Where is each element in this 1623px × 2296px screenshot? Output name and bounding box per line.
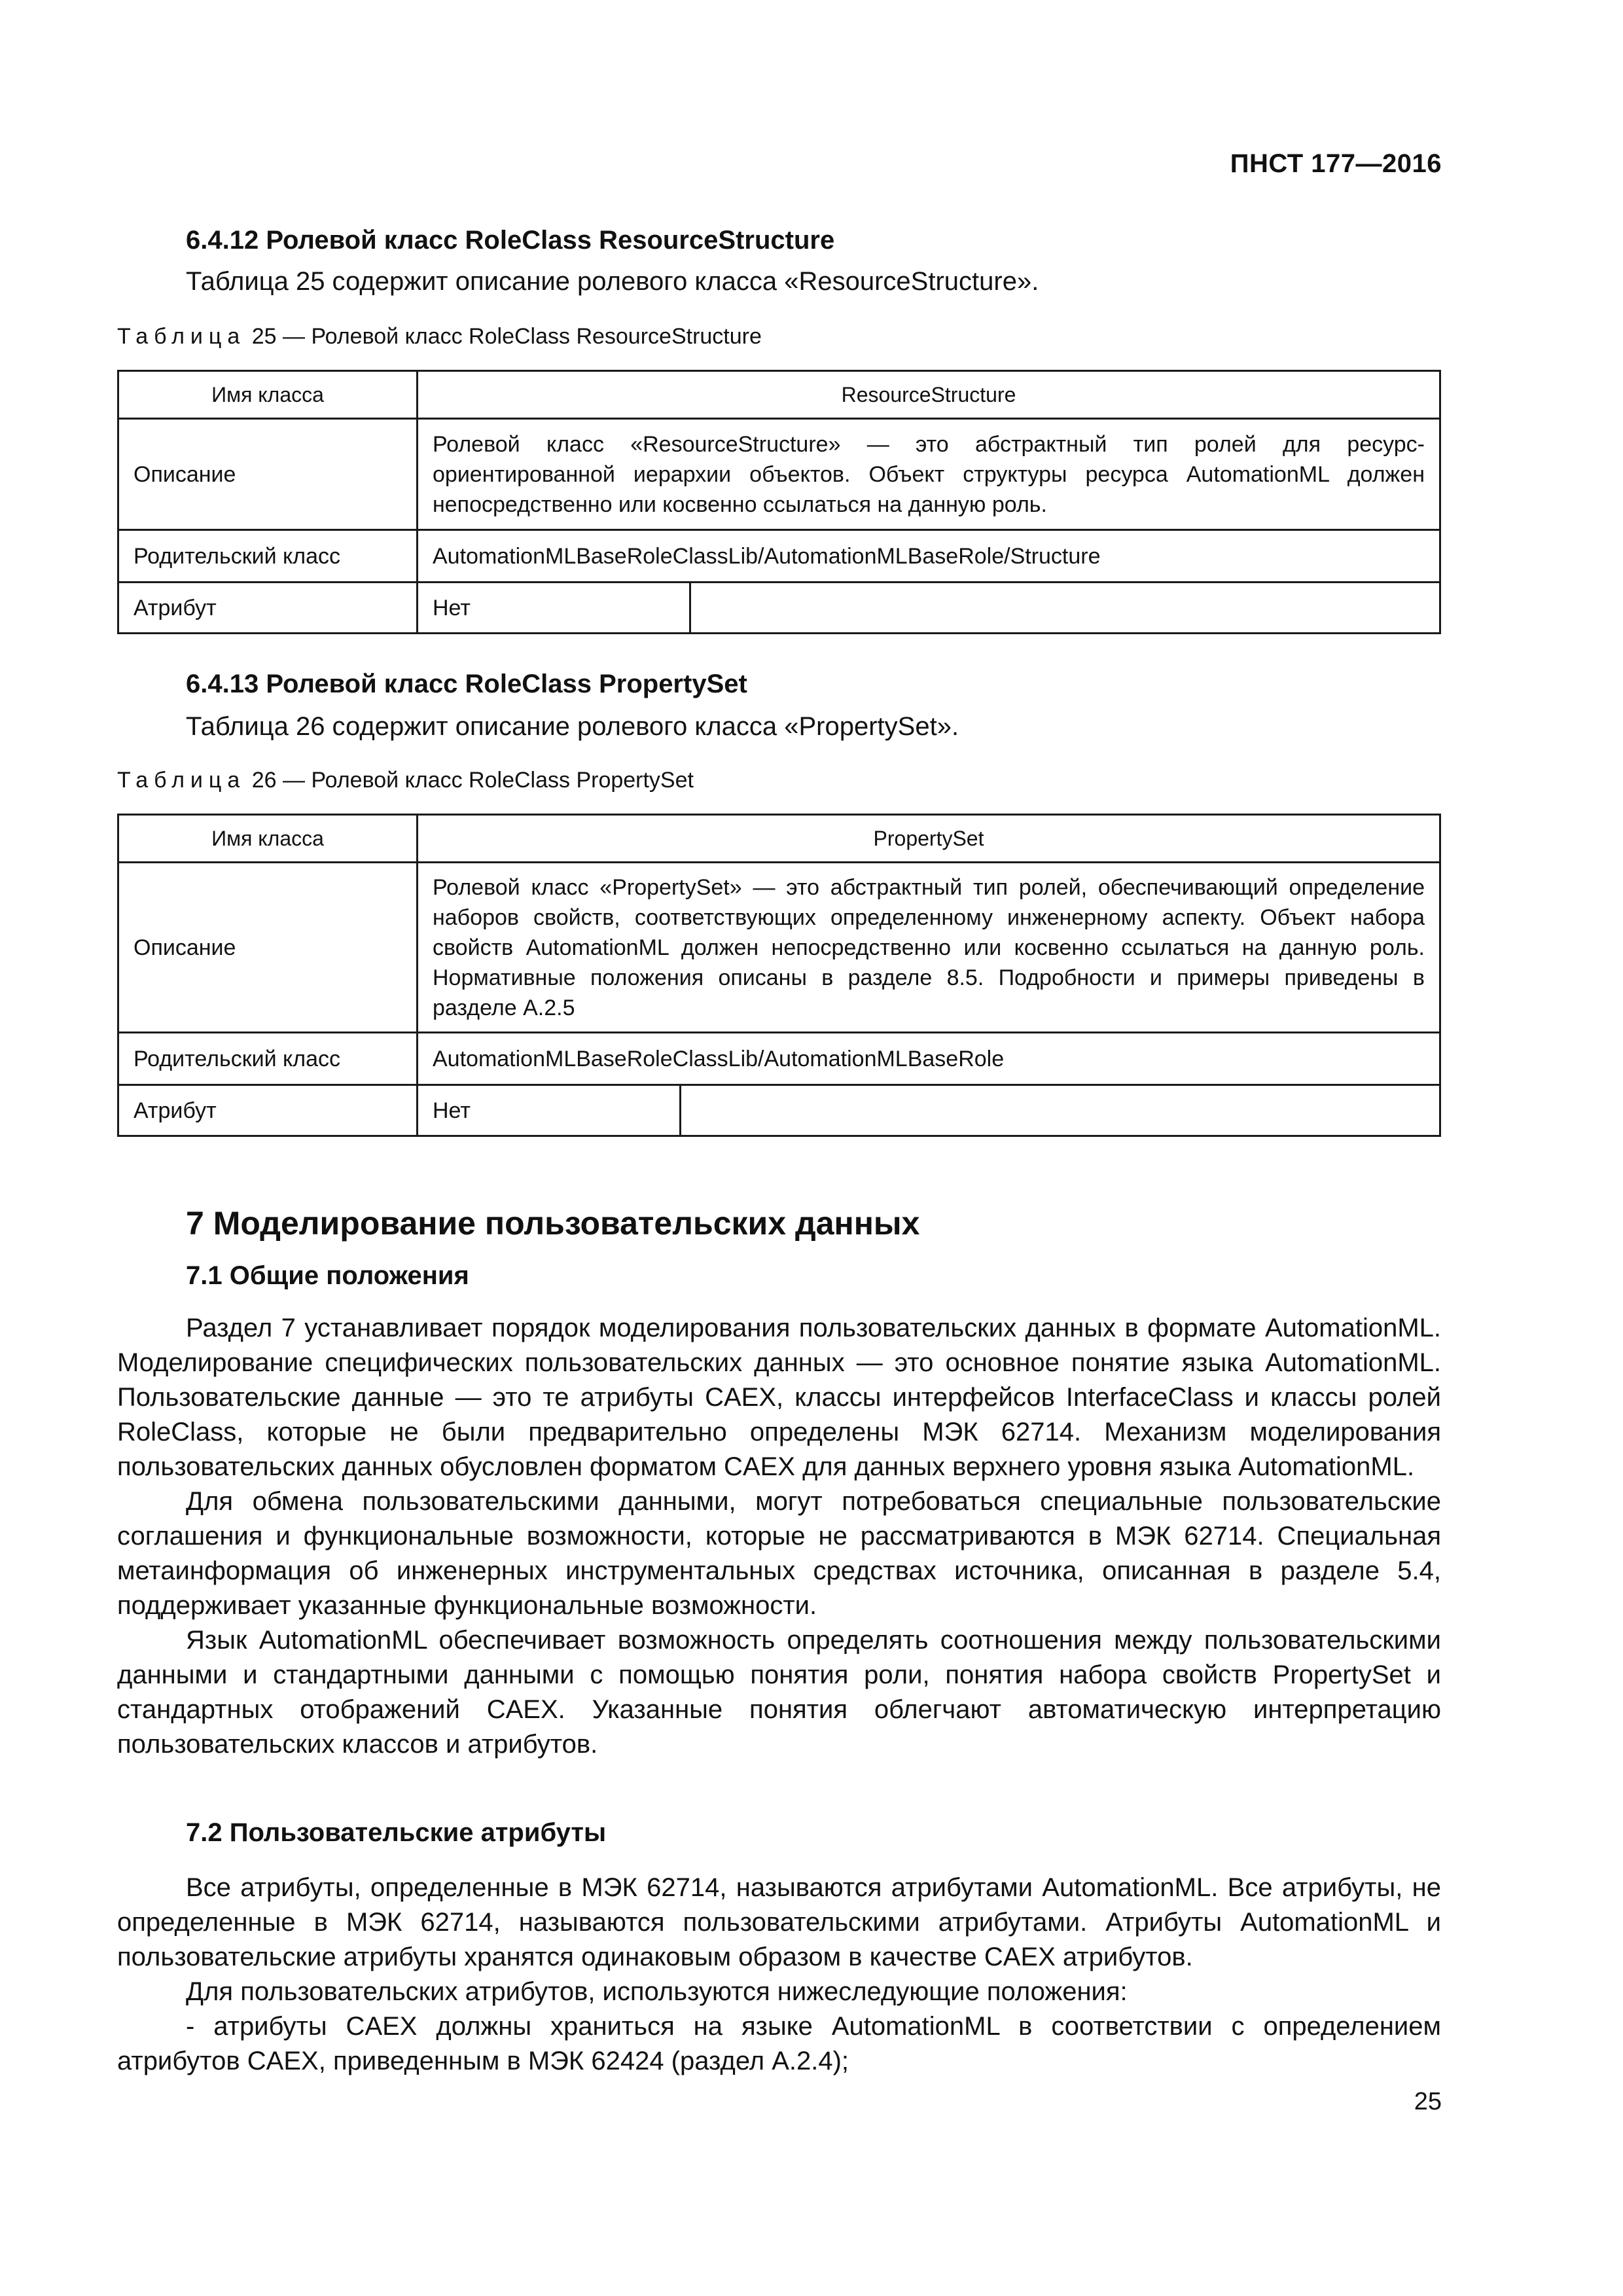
class-name-value: ResourceStructure: [418, 371, 1440, 419]
subsection-title-6-4-13: 6.4.13 Ролевой класс RoleClass PropertySet: [186, 670, 747, 698]
table-row: [118, 815, 1440, 863]
paragraph: Раздел 7 устанавливает порядок моделирования пользовательских данных в формате AutomationML. Моделирование специфических пользовательских данных — это основное понятие языка AutomationML. Пользовательские данные — это те атрибуты CAEX, классы интерфейсов InterfaceClass и классы ролей RoleClass, которые не были предварительно определены МЭК 62714. Механизм моделирования пользовательских данных обусловлен форматом CAEX для данных верхнего уровня языка AutomationML.: [117, 1314, 1441, 1481]
subsection-intro-6-4-13: Таблица 26 содержит описание ролевого класса «PropertySet».: [186, 712, 959, 741]
table-row: [118, 1085, 1440, 1136]
paragraph: Все атрибуты, определенные в МЭК 62714, называются атрибутами AutomationML. Все атрибуты, не определенные в МЭК 62714, называются пользовательскими атрибутами. Атрибуты AutomationML и пользовательские атрибуты хранятся одинаковым образом в качестве CAEX атрибутов.: [117, 1873, 1441, 1971]
paragraph: Для обмена пользовательскими данными, могут потребоваться специальные пользовательские соглашения и функциональные возможности, которые не рассматриваются в МЭК 62714. Специальная метаинформация об инженерных инструментальных средствах источника, описанная в разделе 5.4, поддерживает указанные функциональные возможности.: [117, 1487, 1441, 1620]
parent-class-label: Родительский класс: [118, 530, 418, 583]
table-caption-text: 25 — Ролевой класс RoleClass ResourceStructure: [251, 324, 762, 349]
attribute-label: Атрибут: [118, 1085, 418, 1136]
table-25-caption: [117, 324, 762, 350]
table-26: [117, 814, 1441, 1137]
table-26-caption: [117, 768, 694, 793]
attribute-empty-cell: [681, 1085, 1440, 1136]
attribute-empty-cell: [690, 583, 1440, 634]
parent-class-label: Родительский класс: [118, 1033, 418, 1085]
class-name-label: Имя класса: [118, 815, 418, 863]
attribute-value: Нет: [418, 1085, 681, 1136]
subsection-title-7-2: 7.2 Пользовательские атрибуты: [186, 1818, 607, 1847]
description-value: Ролевой класс «PropertySet» — это абстрактный тип ролей, обеспечивающий определение наборов свойств, соответствующих определенному инженерному аспекту. Объект набора свойств AutomationML должен непосредственно или косвенно ссылаться на данную роль. Нормативные положения описаны в разделе 8.5. Подробности и примеры приведены в разделе А.2.5: [418, 863, 1440, 1033]
list-item: - атрибуты CAEX должны храниться на языке AutomationML в соответствии с определением атрибутов CAEX, приведенным в МЭК 62424 (раздел А.2.4);: [117, 2012, 1441, 2075]
table-caption-word: Таблица: [117, 768, 246, 793]
class-name-value: PropertySet: [418, 815, 1440, 863]
table-25: [117, 370, 1441, 634]
table-row: [118, 863, 1440, 1033]
table-row: [118, 419, 1440, 530]
document-code: ПНСТ 177—2016: [1230, 149, 1442, 178]
description-label: Описание: [118, 419, 418, 530]
table-row: [118, 371, 1440, 419]
subsection-title-6-4-12: 6.4.12 Ролевой класс RoleClass ResourceStructure: [186, 226, 835, 255]
class-name-label: Имя класса: [118, 371, 418, 419]
subsection-intro-6-4-12: Таблица 25 содержит описание ролевого класса «ResourceStructure».: [186, 267, 1039, 296]
section-7-2-body: [117, 1871, 1441, 2079]
description-label: Описание: [118, 863, 418, 1033]
parent-class-value: AutomationMLBaseRoleClassLib/AutomationMLBaseRole/Structure: [418, 530, 1440, 583]
attribute-value: Нет: [418, 583, 690, 634]
table-caption-text: 26 — Ролевой класс RoleClass PropertySet: [251, 768, 694, 793]
table-row: [118, 1033, 1440, 1085]
section-7-1-body: [117, 1311, 1441, 1762]
subsection-title-7-1: 7.1 Общие положения: [186, 1261, 469, 1290]
parent-class-value: AutomationMLBaseRoleClassLib/AutomationMLBaseRole: [418, 1033, 1440, 1085]
table-row: [118, 583, 1440, 634]
attribute-label: Атрибут: [118, 583, 418, 634]
description-value: Ролевой класс «ResourceStructure» — это абстрактный тип ролей для ресурс-ориентированной иерархии объектов. Объект структуры ресурса AutomationML должен непосредственно или косвенно ссылаться на данную роль.: [418, 419, 1440, 530]
page-number: 25: [1414, 2088, 1442, 2115]
paragraph: Для пользовательских атрибутов, используются нижеследующие положения:: [186, 1977, 1128, 2006]
table-caption-word: Таблица: [117, 324, 246, 349]
section-title-7: 7 Моделирование пользовательских данных: [186, 1205, 920, 1242]
paragraph: Язык AutomationML обеспечивает возможность определять соотношения между пользовательскими данными и стандартными данными с помощью понятия роли, понятия набора свойств PropertySet и стандартных отображений CAEX. Указанные понятия облегчают автоматическую интерпретацию пользовательских классов и атрибутов.: [117, 1626, 1441, 1759]
table-row: [118, 530, 1440, 583]
